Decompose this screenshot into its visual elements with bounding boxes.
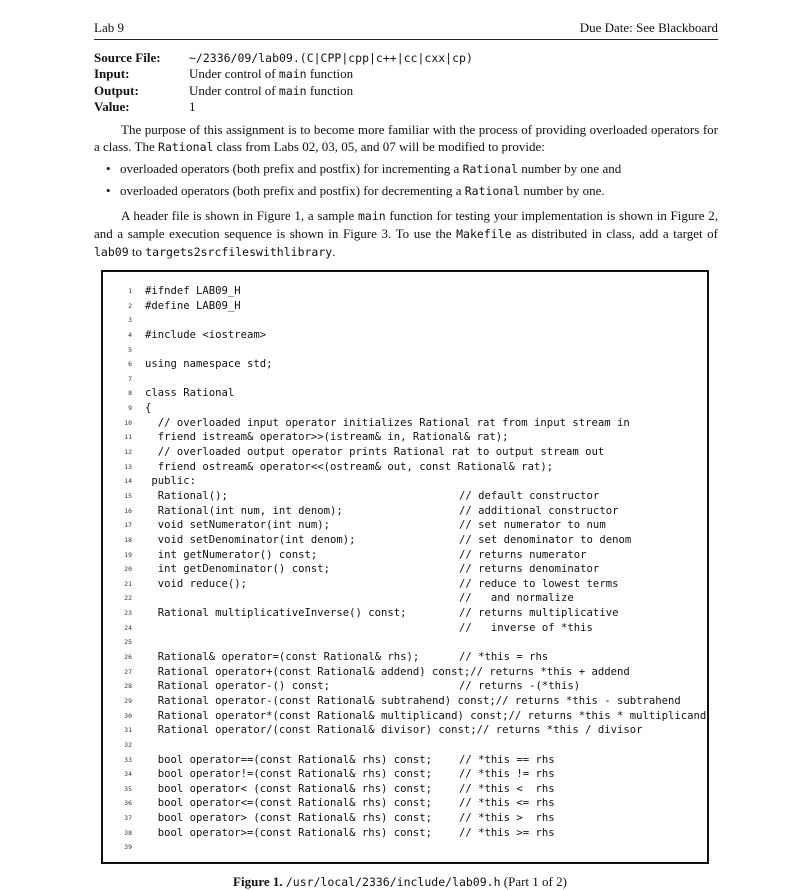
code-line [114, 518, 704, 533]
line-number: 23 [124, 609, 132, 618]
code-comment: // returns -(*this) [459, 680, 581, 693]
line-number: 11 [124, 433, 132, 442]
line-number: 2 [128, 301, 132, 310]
code-text: Rational(); [145, 489, 228, 502]
code-line [114, 577, 704, 592]
code-text: bool operator> (const Rational& rhs) const; [145, 812, 433, 825]
code-line [114, 460, 704, 475]
line-number: 18 [124, 535, 132, 544]
line-number: 17 [124, 521, 132, 530]
code-line [114, 401, 704, 416]
code-line [114, 372, 704, 387]
figure-caption: Figure 1. /usr/local/2336/include/lab09.h (Part 1 of 2) [233, 874, 567, 889]
code-comment: // additional constructor [459, 504, 619, 517]
code-text: void reduce(); [145, 577, 248, 590]
value-label: Value: [94, 98, 130, 114]
code-comment: // returns denominator [459, 563, 600, 576]
code-line [114, 826, 704, 841]
code-comment: // inverse of *this [459, 621, 593, 634]
line-number: 28 [124, 682, 132, 691]
input-value: Under control of main function [189, 66, 354, 82]
line-number: 14 [124, 477, 132, 486]
line-number: 19 [124, 550, 132, 559]
code-text: Rational operator-() const; [145, 680, 330, 693]
code-line [114, 357, 704, 372]
instructions-paragraph: A header file is shown in Figure 1, a sample main function for testing your implementation is shown in Figure 2, and a sample execution sequence is shown in Figure 3. To use the Makefile as distributed in class, add a target of lab09 to targets2srcfileswithlibrary. [94, 208, 718, 259]
code-line [114, 796, 704, 811]
code-line [114, 767, 704, 782]
line-number: 39 [124, 843, 132, 852]
line-number: 33 [124, 755, 132, 764]
due-date: Due Date: See Blackboard [579, 20, 718, 35]
code-line [114, 299, 704, 314]
code-listing [114, 284, 707, 855]
line-number: 36 [124, 799, 132, 808]
code-line [114, 635, 704, 650]
code-comment: // *this = rhs [459, 651, 549, 664]
code-comment: // reduce to lowest terms [459, 577, 619, 590]
code-line [114, 665, 704, 680]
line-number: 26 [124, 653, 132, 662]
input-label: Input: [94, 66, 130, 82]
output-value: Under control of main function [189, 82, 354, 98]
code-text: Rational operator/(const Rational& divisor) const;// returns *this / divisor [145, 724, 643, 737]
code-comment: // *this == rhs [459, 753, 555, 766]
code-text: Rational operator*(const Rational& multiplicand) const;// returns *this * multiplicand [145, 709, 707, 722]
line-number: 38 [124, 828, 132, 837]
line-number: 37 [124, 814, 132, 823]
code-line [114, 445, 704, 460]
line-number: 5 [128, 345, 132, 354]
line-number: 34 [124, 770, 132, 779]
code-text: void setNumerator(int num); [145, 519, 330, 532]
lab-title: Lab 9 [94, 20, 124, 35]
code-comment: // set denominator to denom [459, 533, 632, 546]
code-line [114, 709, 707, 724]
line-number: 9 [128, 404, 132, 413]
code-text: bool operator>=(const Rational& rhs) const; [145, 826, 433, 839]
code-comment: // set numerator to num [459, 519, 606, 532]
code-text: friend istream& operator>>(istream& in, Rational& rat); [145, 431, 509, 444]
line-number: 31 [124, 726, 132, 735]
code-text: Rational multiplicativeInverse() const; [145, 607, 407, 620]
code-text: int getDenominator() const; [145, 563, 330, 576]
code-line [114, 679, 704, 694]
code-text: Rational(int num, int denom); [145, 504, 343, 517]
code-text: class Rational [145, 387, 235, 400]
code-text: friend ostream& operator<<(ostream& out, const Rational& rat); [145, 460, 554, 473]
code-text: using namespace std; [145, 358, 273, 371]
code-line [114, 606, 704, 621]
line-number: 3 [128, 316, 132, 325]
line-number: 25 [124, 638, 132, 647]
line-number: 16 [124, 506, 132, 515]
code-text: { [145, 402, 152, 415]
code-line [114, 416, 704, 431]
code-line [114, 723, 704, 738]
code-text: bool operator< (const Rational& rhs) const; [145, 782, 433, 795]
code-text: int getNumerator() const; [145, 548, 318, 561]
code-line [114, 811, 704, 826]
code-text: Rational operator-(const Rational& subtrahend) const;// returns *this - subtrahend [145, 694, 681, 707]
code-line [114, 621, 704, 636]
code-text: void setDenominator(int denom); [145, 533, 356, 546]
code-text: Rational& operator=(const Rational& rhs); [145, 651, 420, 664]
value-value: 1 [189, 98, 196, 114]
line-number: 21 [124, 579, 132, 588]
code-line [114, 548, 704, 563]
code-text: #ifndef LAB09_H [145, 285, 241, 297]
code-line [114, 328, 704, 343]
code-line [114, 840, 704, 855]
code-text: bool operator==(const Rational& rhs) const; [145, 753, 433, 766]
line-number: 24 [124, 623, 132, 632]
line-number: 1 [128, 287, 132, 295]
line-number: 7 [128, 374, 132, 383]
line-number: 10 [124, 418, 132, 427]
code-line [114, 650, 704, 665]
code-text: bool operator!=(const Rational& rhs) const; [145, 768, 433, 781]
line-number: 12 [124, 448, 132, 457]
code-text: // overloaded output operator prints Rational rat to output stream out [145, 446, 605, 459]
code-line [114, 694, 704, 709]
requirements-list [106, 161, 718, 205]
code-comment: // *this <= rhs [459, 797, 555, 810]
code-text: #include <iostream> [145, 328, 267, 341]
line-number: 29 [124, 696, 132, 705]
line-number: 22 [124, 594, 132, 603]
line-number: 35 [124, 784, 132, 793]
code-comment: // *this >= rhs [459, 826, 555, 839]
line-number: 13 [124, 462, 132, 471]
code-text: #define LAB09_H [145, 299, 241, 312]
code-line [114, 474, 704, 489]
code-line [114, 562, 704, 577]
list-item: • overloaded operators (both prefix and postfix) for incrementing a Rational number by one and [106, 161, 718, 183]
code-comment: // default constructor [459, 489, 600, 502]
line-number: 27 [124, 667, 132, 676]
code-line [114, 313, 704, 328]
code-line [114, 738, 704, 753]
code-line [114, 284, 704, 299]
code-comment: // *this < rhs [459, 782, 555, 795]
page-header [94, 20, 718, 40]
line-number: 6 [128, 360, 132, 369]
code-text: bool operator<=(const Rational& rhs) const; [145, 797, 433, 810]
line-number: 15 [124, 491, 132, 500]
line-number: 8 [128, 389, 132, 398]
code-comment: // returns numerator [459, 548, 587, 561]
code-line [114, 753, 704, 768]
code-line [114, 533, 704, 548]
code-text: // overloaded input operator initializes Rational rat from input stream in [145, 416, 630, 429]
code-text: Rational operator+(const Rational& addend) const;// returns *this + addend [145, 665, 630, 678]
code-comment: // and normalize [459, 592, 574, 605]
code-comment: // *this != rhs [459, 768, 555, 781]
code-text: public: [145, 475, 197, 488]
output-label: Output: [94, 82, 139, 98]
list-item: • overloaded operators (both prefix and postfix) for decrementing a Rational number by one. [106, 183, 718, 205]
code-comment: // *this > rhs [459, 812, 555, 825]
code-line [114, 343, 704, 358]
line-number: 20 [124, 565, 132, 574]
source-file-value: ~/2336/09/lab09.(C|CPP|cpp|c++|cc|cxx|cp) [189, 51, 473, 65]
intro-paragraph: The purpose of this assignment is to become more familiar with the process of providing overloaded operators for a class. The Rational class from Labs 02, 03, 05, and 07 will be modified to provide: [94, 122, 718, 154]
code-line [114, 591, 704, 606]
code-line [114, 489, 704, 504]
line-number: 32 [124, 740, 132, 749]
code-comment: // returns multiplicative [459, 607, 619, 620]
code-line [114, 504, 704, 519]
line-number: 30 [124, 711, 132, 720]
code-line [114, 386, 704, 401]
source-file-label: Source File: [94, 50, 161, 65]
code-listing-box [101, 270, 709, 864]
line-number: 4 [128, 330, 132, 339]
code-line [114, 430, 704, 445]
code-line [114, 782, 704, 797]
